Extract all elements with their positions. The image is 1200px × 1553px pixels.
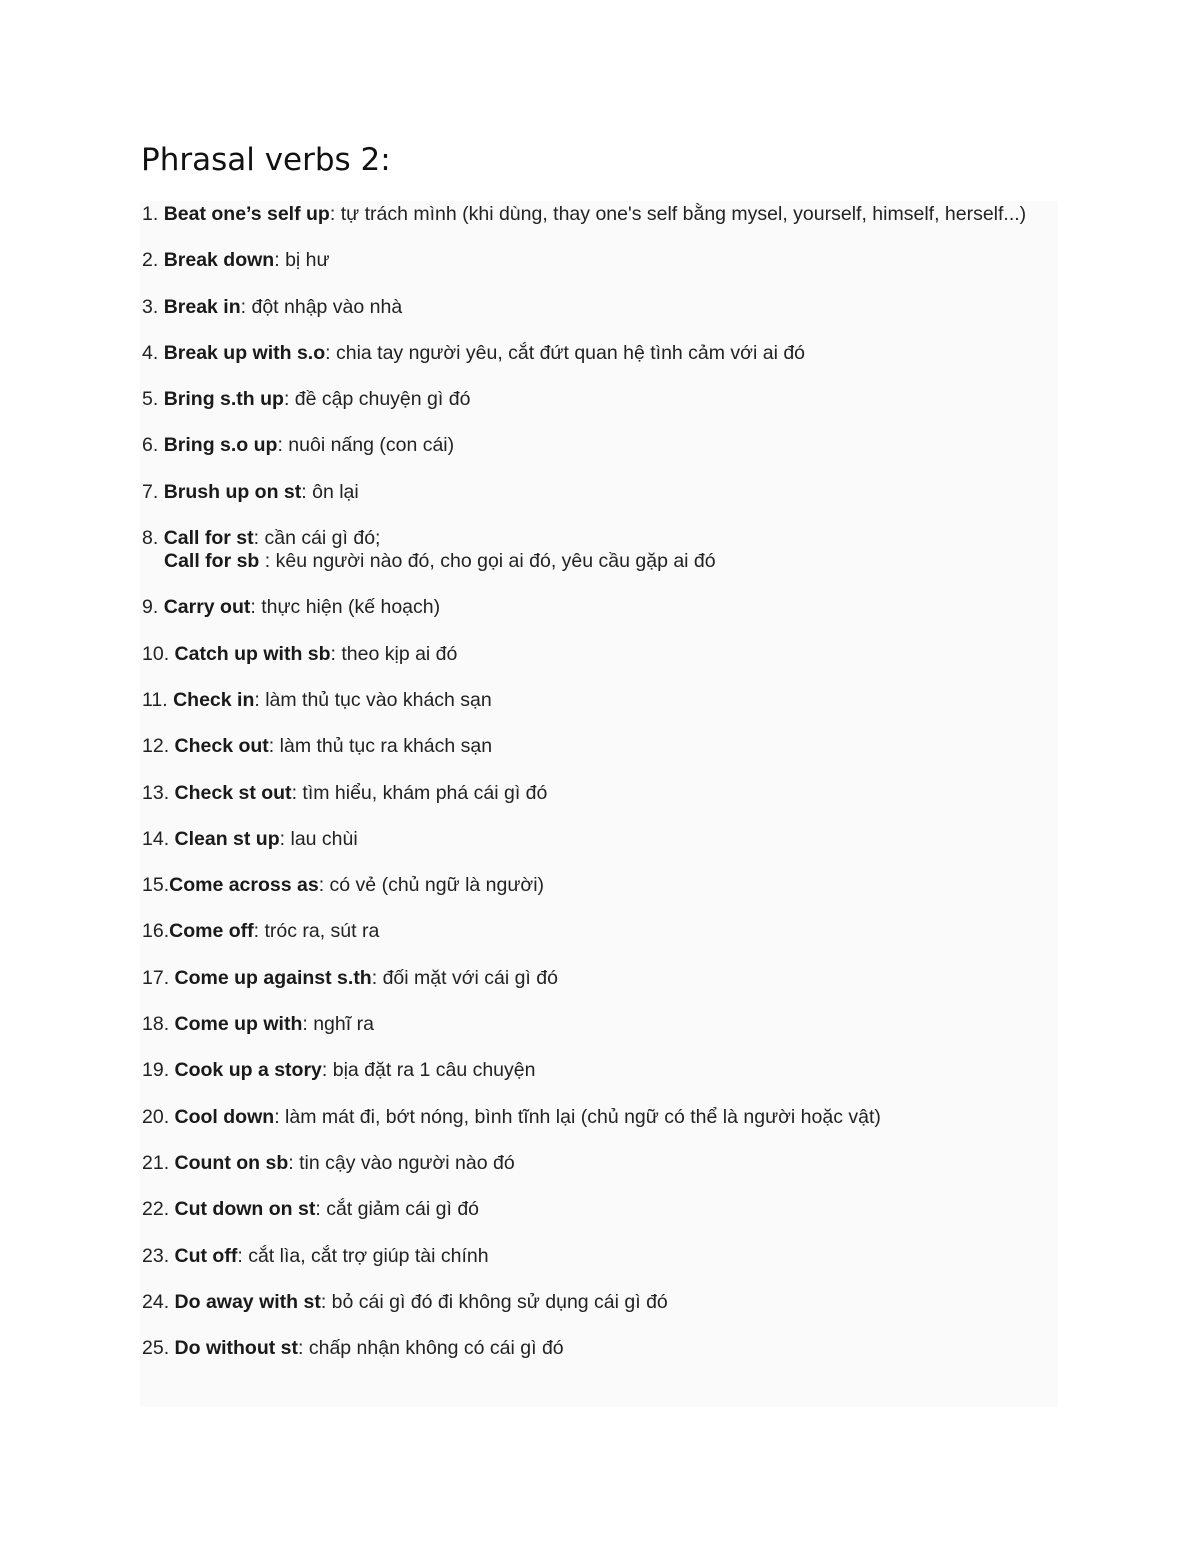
list-item [142,967,1042,990]
phrasal-verb-term: Catch up with sb [174,642,331,665]
list-item [142,249,1042,272]
phrasal-verb-definition: cắt lìa, cắt trợ giúp tài chính [248,1244,489,1267]
entry-number: 13. [142,781,175,804]
entry-separator: : [302,1013,314,1036]
entry-separator: : [315,1198,327,1221]
phrasal-verb-definition: chấp nhận không có cái gì đó [308,1337,564,1360]
phrasal-verb-definition: tróc ra, sút ra [264,920,380,943]
entry-separator: : [277,434,289,457]
list-item [142,1013,1042,1036]
list-item [142,643,1042,666]
phrasal-verb-term: Cut down on st [174,1198,316,1221]
entry-separator: : [325,341,336,364]
phrasal-verb-term: Clean st up [174,827,280,850]
phrasal-verb-term: Carry out [163,596,251,619]
entry-separator: : [288,1151,300,1174]
phrasal-verb-term: Cool down [174,1105,275,1128]
phrasal-verb-definition: thực hiện (kế hoạch) [261,596,441,619]
entry-number: 18. [142,1013,175,1036]
entry-number: 8. [142,527,164,550]
entry-separator: : [330,642,342,665]
phrasal-verb-list [142,203,1042,1383]
phrasal-verb-term: Check out [174,735,269,758]
entry-number: 9. [142,596,164,619]
phrasal-verb-definition: cắt giảm cái gì đó [326,1198,480,1221]
entry-number: 22. [142,1198,175,1221]
entry-number: 21. [142,1151,175,1174]
phrasal-verb-term: Bring s.o up [163,434,278,457]
entry-separator: : [268,735,280,758]
phrasal-verb-term: Call for st [163,527,254,550]
phrasal-verb-definition: có vẻ (chủ ngữ là người) [329,874,545,897]
entry-separator: : [291,781,303,804]
entry-number: 16. [142,920,170,943]
list-item [142,782,1042,805]
phrasal-verb-term: Come across as [169,874,319,897]
entry-number: 3. [142,295,164,318]
phrasal-verb-definition: đề cập chuyện gì đó [294,388,471,411]
list-item [142,342,1042,365]
phrasal-verb-term: Check st out [174,781,292,804]
phrasal-verb-term: Check in [173,688,255,711]
entry-separator: : [259,550,276,573]
entry-number: 2. [142,249,164,272]
list-item [142,1245,1042,1268]
entry-separator: : [301,480,313,503]
list-item [142,1198,1042,1221]
entry-number: 14. [142,827,175,850]
entry-number: 17. [142,966,175,989]
sub-entry [142,550,1042,573]
phrasal-verb-term: Come off [169,920,254,943]
phrasal-verb-term: Do without st [174,1337,299,1360]
list-item [142,920,1042,943]
phrasal-verb-definition: bỏ cái gì đó đi không sử dụng cái gì đó [331,1290,668,1313]
phrasal-verb-term: Cook up a story [174,1059,322,1082]
list-item [142,735,1042,758]
entry-number: 12. [142,735,175,758]
phrasal-verb-definition: chia tay người yêu, cắt đứt quan hệ tình cảm với ai đó [335,341,806,364]
entry-separator: : [320,1290,332,1313]
entry-separator: : [253,527,265,550]
phrasal-verb-definition: tìm hiểu, khám phá cái gì đó [302,781,548,804]
phrasal-verb-definition: ôn lại [312,480,359,503]
entry-number: 25. [142,1337,175,1360]
phrasal-verb-definition: làm thủ tục vào khách sạn [265,688,492,711]
list-item [142,1106,1042,1129]
entry-separator: : [254,688,266,711]
list-item [142,874,1042,897]
entry-number: 5. [142,388,164,411]
phrasal-verb-definition: nghĩ ra [313,1013,374,1036]
phrasal-verb-term: Break in [163,295,241,318]
entry-separator: : [318,874,330,897]
entry-separator: : [371,966,383,989]
phrasal-verb-definition: theo kịp ai đó [341,642,458,665]
phrasal-verb-term: Do away with st [174,1290,321,1313]
entry-number: 7. [142,480,164,503]
list-item [142,1291,1042,1314]
entry-separator: : [237,1244,249,1267]
list-item [142,203,1042,226]
phrasal-verb-term: Brush up on st [163,480,302,503]
phrasal-verb-term: Break down [163,249,275,272]
phrasal-verb-term: Cut off [174,1244,238,1267]
list-item [142,434,1042,457]
phrasal-verb-list-panel [140,201,1058,1407]
phrasal-verb-definition: tin cậy vào người nào đó [299,1151,515,1174]
entry-number: 19. [142,1059,175,1082]
entry-number: 4. [142,341,164,364]
page-title: Phrasal verbs 2: [141,142,391,178]
phrasal-verb-definition: đột nhập vào nhà [251,295,403,318]
entry-separator: : [283,388,295,411]
phrasal-verb-term: Come up against s.th [174,966,372,989]
entry-separator: : [329,203,341,225]
list-item [142,1337,1042,1360]
entry-number: 24. [142,1290,175,1313]
phrasal-verb-term: Beat one’s self up [163,203,330,225]
entry-separator: : [298,1337,309,1360]
phrasal-verb-term: Come up with [174,1013,303,1036]
phrasal-verb-definition: làm mát đi, bớt nóng, bình tĩnh lại (chủ ngữ có thể là người hoặc vật) [285,1105,881,1128]
entry-number: 23. [142,1244,175,1267]
phrasal-verb-definition: lau chùi [290,827,358,850]
phrasal-verb-definition: nuôi nấng (con cái) [288,434,455,457]
list-item [142,828,1042,851]
entry-separator: : [279,827,291,850]
list-item [142,1152,1042,1175]
entry-number: 10. [142,642,175,665]
phrasal-verb-definition: đối mặt với cái gì đó [382,966,558,989]
entry-number: 11. [142,688,174,711]
phrasal-verb-term: Call for sb [164,550,260,573]
phrasal-verb-definition: cần cái gì đó; [264,527,381,550]
list-item [142,527,1042,573]
phrasal-verb-term: Bring s.th up [163,388,284,411]
list-item [142,296,1042,319]
phrasal-verb-term: Count on sb [174,1151,289,1174]
phrasal-verb-definition: kêu người nào đó, cho gọi ai đó, yêu cầu gặp ai đó [275,550,716,573]
phrasal-verb-definition: bịa đặt ra 1 câu chuyện [332,1059,536,1082]
entry-separator: : [253,920,265,943]
list-item [142,1059,1042,1082]
entry-number: 15. [142,874,170,897]
phrasal-verb-definition: làm thủ tục ra khách sạn [279,735,493,758]
entry-number: 20. [142,1105,175,1128]
phrasal-verb-term: Break up with s.o [163,341,326,364]
list-item [142,596,1042,619]
list-item [142,388,1042,411]
entry-separator: : [250,596,262,619]
phrasal-verb-definition: bị hư [285,249,330,272]
entry-separator: : [321,1059,333,1082]
list-item [142,481,1042,504]
phrasal-verb-definition: tự trách mình (khi dùng, thay one's self bằng mysel, yourself, himself, herself...) [340,203,1027,225]
entry-separator: : [240,295,252,318]
entry-number: 1. [142,203,164,225]
entry-separator: : [274,1105,286,1128]
entry-number: 6. [142,434,164,457]
entry-separator: : [274,249,286,272]
list-item [142,689,1042,712]
